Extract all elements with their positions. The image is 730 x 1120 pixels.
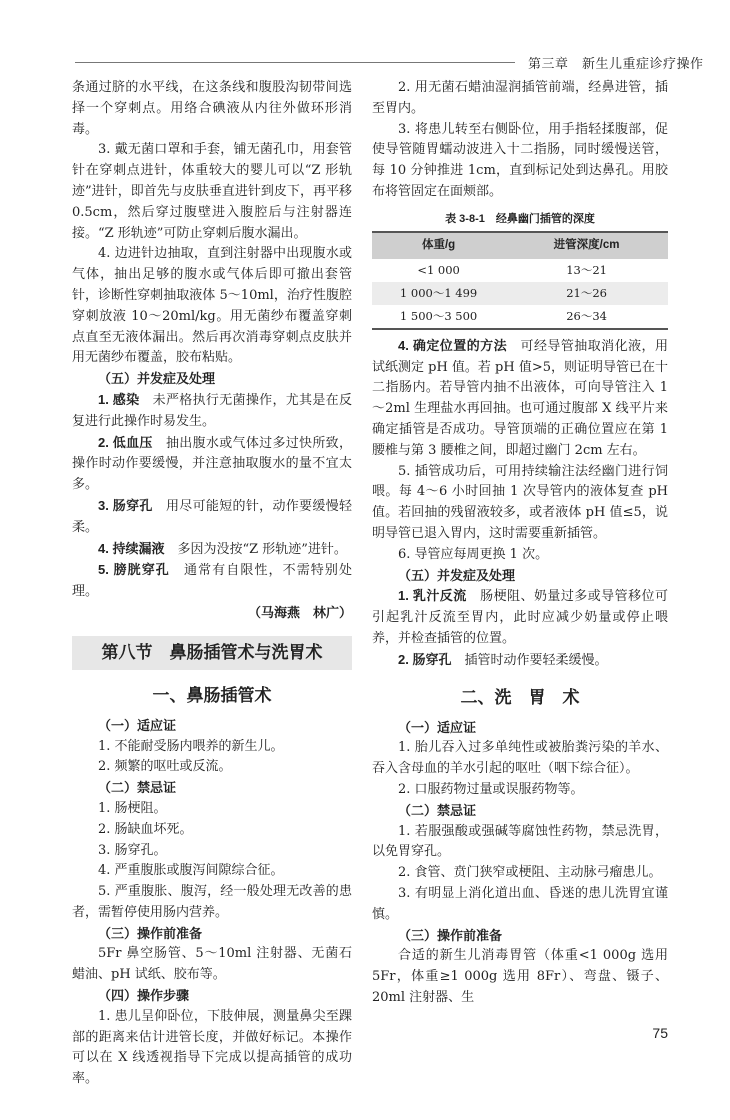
paragraph: 1. 患儿呈仰卧位，下肢伸展，测量鼻尖至踝部的距离来估计进管长度，并做好标记。本操作可以在 X 线透视指导下完成以提高插管的成功率。	[72, 1008, 352, 1087]
table-cell: 21～26	[505, 282, 668, 305]
list-item: 2. 口服药物过量或误服药物等。	[398, 781, 584, 797]
list-item: 1. 感染 未严格执行无菌操作，尤其是在反复进行此操作时易发生。	[72, 391, 352, 429]
table-row	[372, 305, 668, 329]
insertion-depth-table	[372, 231, 668, 330]
table-cell: 1 500～3 500	[399, 308, 478, 323]
list-item: 1. 若服强酸或强碱等腐蚀性药物，禁忌洗胃，以免胃穿孔。	[372, 823, 668, 860]
paragraph: 合适的新生儿消毒胃管（体重<1 000g 选用 5Fr，体重≥1 000g 选用 8Fr）、弯盘、镊子、20ml 注射器、生	[372, 948, 668, 1005]
paragraph: 5. 插管成功后，可用持续输注法经幽门进行饲喂。每 4～6 小时回抽 1 次导管内的液体复查 pH 值。若回抽的残留液较多，或者液体 pH 值≤5，说明导管已退入胃内，这时需要重新插管。	[372, 463, 668, 541]
list-item: 5. 膀胱穿孔 通常有自限性，不需特别处理。	[72, 562, 352, 600]
subheading: （五）并发症及处理	[398, 567, 516, 583]
subheading: （四）操作步骤	[98, 988, 190, 1004]
subheading: （二）禁忌证	[398, 802, 477, 818]
column-header: 体重/g	[372, 232, 505, 259]
paragraph: 条通过脐的水平线，在这条线和腹股沟韧带间选择一个穿刺点。用络合碘液从内往外做环形消毒。	[72, 80, 352, 137]
table-cell: <1 000	[417, 262, 460, 277]
list-item: 4. 严重腹胀或腹泻间隙综合征。	[98, 863, 284, 879]
table-row	[372, 259, 668, 282]
table-cell: 1 000～1 499	[372, 282, 505, 305]
list-item: 1. 胎儿吞入过多单纯性或被胎粪污染的羊水、吞入含母血的羊水引起的呕吐（咽下综合征）。	[372, 740, 668, 777]
subheading: （二）禁忌证	[98, 780, 177, 796]
paragraph: 4. 边进针边抽取，直到注射器中出现腹水或气体，抽出足够的腹水或气体后即可撤出套管针，诊断性穿刺抽取液体 5～10ml，治疗性腹腔穿刺放液 10～20ml/kg。用无菌纱布覆盖穿刺点直至无液体漏出。然后再次消毒穿刺点皮肤并用无菌纱布覆盖，胶布粘贴。	[72, 246, 352, 366]
paragraph: 6. 导管应每周更换 1 次。	[398, 546, 549, 562]
list-item: 5. 严重腹胀、腹泻，经一般处理无改善的患者，需暂停使用肠内营养。	[72, 884, 352, 920]
table-header-row	[372, 232, 668, 259]
list-item: 1. 不能耐受肠内喂养的新生儿。	[98, 738, 284, 754]
running-header: 第三章 新生儿重症诊疗操作	[528, 56, 704, 71]
subheading-complications: （五）并发症及处理	[98, 371, 216, 387]
list-item: 1. 乳汁反流 肠梗阻、奶量过多或导管移位可引起乳汁反流至胃内，此时应减少奶量或停止喂养，并检查插管的位置。	[372, 588, 668, 646]
section-title: 第八节 鼻肠插管术与洗胃术	[72, 636, 352, 670]
list-item: 2. 肠缺血坏死。	[98, 821, 193, 837]
list-item: 2. 食管、贲门狭窄或梗阻、主动脉弓瘤患儿。	[398, 865, 662, 881]
page-number: 75	[652, 1024, 668, 1041]
two-column-body	[0, 72, 730, 1120]
subheading: （三）操作前准备	[98, 925, 203, 941]
list-item: 3. 肠穿孔 用尽可能短的针，动作要缓慢轻柔。	[72, 497, 352, 535]
header-rule	[75, 62, 515, 63]
list-item: 3. 有明显上消化道出血、昏迷的患儿洗胃宜谨慎。	[372, 885, 668, 922]
paragraph: 3. 戴无菌口罩和手套，铺无菌孔巾，用套管针在穿刺点进针，体重较大的婴儿可以“Z 形轨迹”进针，即首先与皮肤垂直进针到皮下，再平移 0.5cm，然后穿过腹壁进入腹腔后与注射器连接。“Z 形轨迹”可防止穿刺后腹水漏出。	[72, 142, 352, 241]
column-header: 进管深度/cm	[505, 232, 668, 259]
paragraph: 2. 用无菌石蜡油湿润插管前端，经鼻进管，插至胃内。	[372, 80, 668, 116]
list-item: 3. 肠穿孔。	[98, 842, 167, 858]
list-item: 4. 持续漏液 多因为没按“Z 形轨迹”进针。	[98, 540, 347, 557]
list-item: 2. 低血压 抽出腹水或气体过多过快所致，操作时动作要缓慢，并注意抽取腹水的量不宜太多。	[72, 434, 352, 493]
paragraph: 3. 将患儿转至右侧卧位，用手指轻揉腹部，促使导管随胃蠕动波进入十二指肠，同时缓慢送管，每 10 分钟推进 1cm，直到标记处到达鼻孔。用胶布将管固定在面颊部。	[372, 121, 668, 199]
list-item: 2. 肠穿孔 插管时动作要轻柔缓慢。	[398, 651, 608, 668]
subheading: （一）适应证	[98, 717, 177, 733]
authors: （马海燕 林广）	[247, 604, 352, 620]
subheading: （三）操作前准备	[398, 927, 503, 943]
subheading: （一）适应证	[398, 719, 477, 735]
left-column	[72, 78, 352, 1090]
list-item: 1. 肠梗阻。	[98, 800, 167, 816]
table-cell: 26～34	[566, 308, 607, 323]
table-row	[372, 282, 668, 305]
subsection-title: 二、洗 胃 术	[460, 687, 580, 708]
table-cell: 13～21	[566, 262, 607, 277]
table-caption: 表 3-8-1 经鼻幽门插管的深度	[445, 212, 595, 225]
running-header-area	[0, 0, 730, 72]
subsection-title: 一、鼻肠插管术	[152, 685, 272, 706]
list-item: 2. 频繁的呕吐或反流。	[98, 759, 232, 775]
paragraph: 5Fr 鼻空肠管、5～10ml 注射器、无菌石蜡油、pH 试纸、胶布等。	[72, 946, 352, 983]
right-column	[372, 78, 668, 1043]
paragraph: 4. 确定位置的方法 可经导管抽取消化液，用试纸测定 pH 值。若 pH 值>5，则证明导管已在十二指肠内。若导管内抽不出液体，可向导管注入 1～2ml 生理盐水再回抽。也可通过腹部 X 线平片来确定插管是否成功。导管顶端的正确位置应在第 1 腰椎与第 3 腰椎之间，即超过幽门 2cm 左右。	[372, 337, 669, 458]
